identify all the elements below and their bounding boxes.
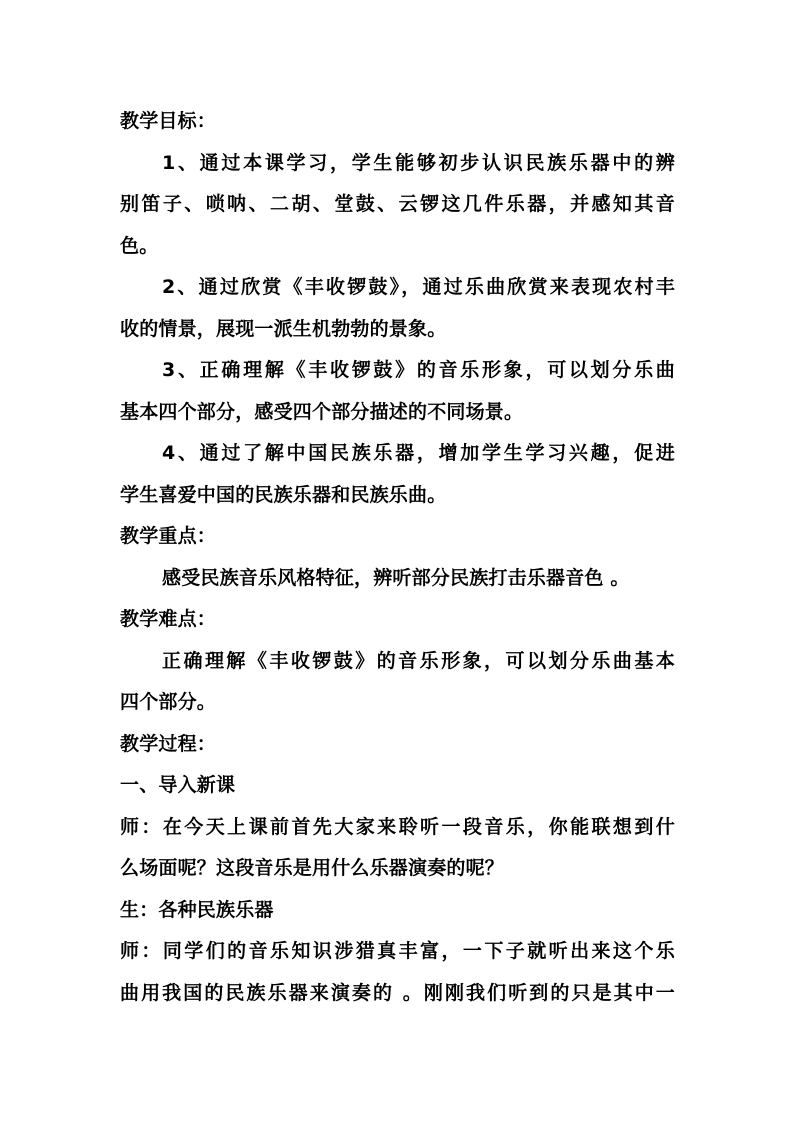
goal-1-line-3: 色。 <box>120 234 159 257</box>
student-1: 生：各种民族乐器 <box>120 898 274 921</box>
teacher-2-line-1: 师：同学们的音乐知识涉猎真丰富，一下子就听出来这个乐 <box>120 940 675 962</box>
goal-3-line-2: 基本四个部分，感受四个部分描述的不同场景。 <box>120 400 524 423</box>
teacher-2-line-2: 曲用我国的民族乐器来演奏的 。刚刚我们听到的只是其中一 <box>120 981 675 1004</box>
goal-4-line-1: 4、通过了解中国民族乐器，增加学生学习兴趣，促进 <box>162 442 675 464</box>
key-text: 感受民族音乐风格特征，辨听部分民族打击乐器音色 。 <box>162 566 630 589</box>
goals-heading: 教学目标： <box>120 110 217 132</box>
key-heading: 教学重点： <box>120 525 217 547</box>
goal-3-line-1: 3、正确理解《丰收锣鼓》的音乐形象，可以划分乐曲 <box>162 359 675 381</box>
difficulty-line-2: 四个部分。 <box>120 691 217 713</box>
teacher-1-line-2: 么场面呢？这段音乐是用什么乐器演奏的呢？ <box>120 857 505 879</box>
goal-1-line-2: 别笛子、唢呐、二胡、堂鼓、云锣这几件乐器，并感知其音 <box>120 193 675 215</box>
difficulty-heading: 教学难点： <box>120 608 217 630</box>
process-heading: 教学过程： <box>120 732 217 755</box>
section-1-heading: 一、导入新课 <box>120 774 236 796</box>
teacher-1-line-1: 师：在今天上课前首先大家来聆听一段音乐，你能联想到什 <box>120 815 675 838</box>
goal-2-line-1: 2、通过欣赏《丰收锣鼓》，通过乐曲欣赏来表现农村丰 <box>162 276 675 298</box>
goal-4-line-2: 学生喜爱中国的民族乐器和民族乐曲。 <box>120 483 447 506</box>
goal-2-line-2: 收的情景，展现一派生机勃勃的景象。 <box>120 317 447 340</box>
goal-1-line-1: 1、通过本课学习，学生能够初步认识民族乐器中的辨 <box>162 151 675 174</box>
difficulty-line-1: 正确理解《丰收锣鼓》的音乐形象，可以划分乐曲基本 <box>162 649 675 672</box>
document-page <box>120 101 675 1014</box>
